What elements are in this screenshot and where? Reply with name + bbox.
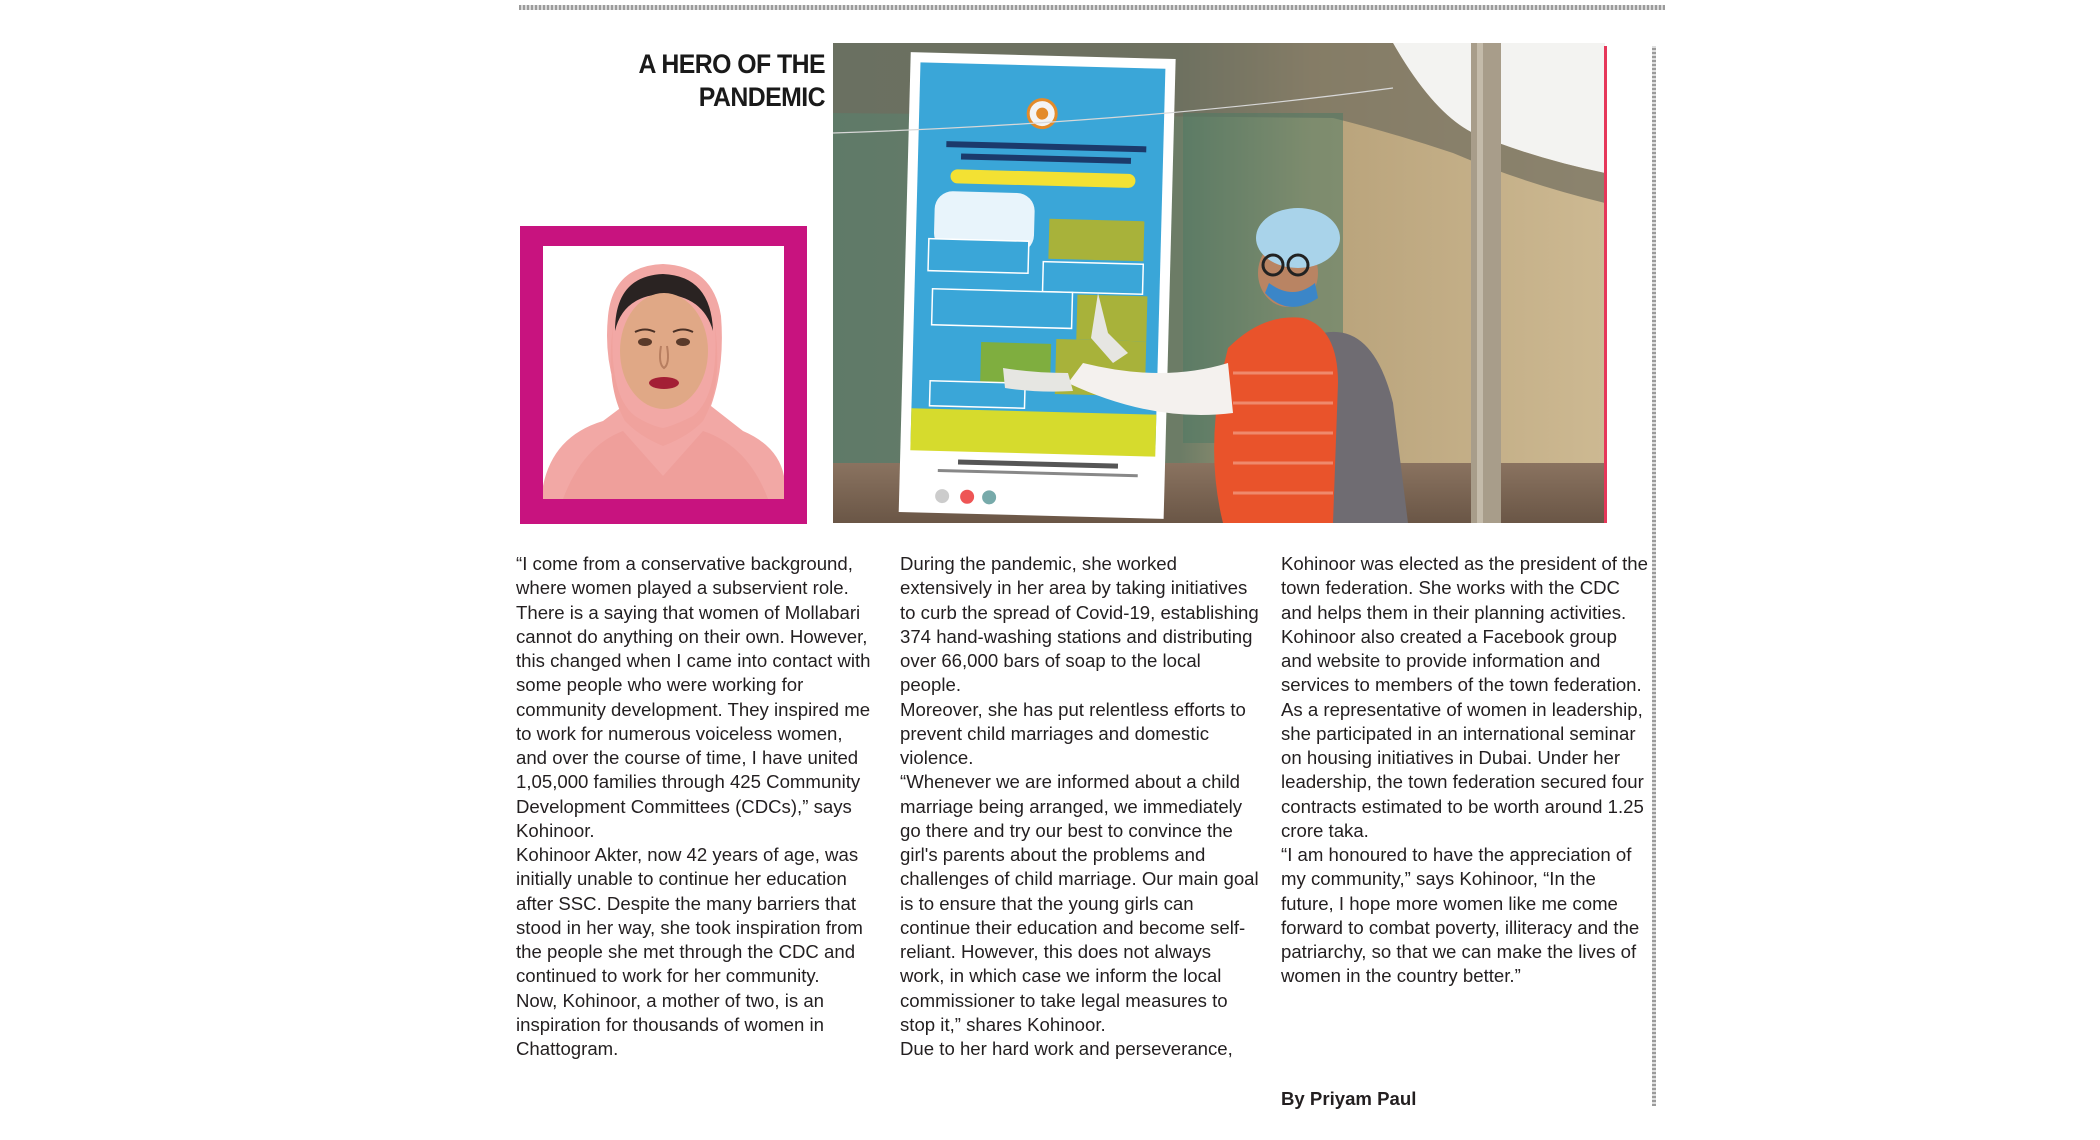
paragraph: “Whenever we are informed about a child marriage being arranged, we immediately go there and try our best to convince the girl's parents about the problems and challenges of child marriage. Our main goal is to ensure that the young girls can continue their education and become self-reliant. However, this does not always work, in which case we inform the local commissioner to take legal measures to stop it,” shares Kohinoor.	[900, 771, 1259, 1035]
paragraph: “I am honoured to have the appreciation of my community,” says Kohinoor, “In the future, I hope more women like me come forward to combat poverty, illiteracy and the patriarchy, so that we can make the lives of women in the country better.”	[1281, 844, 1640, 987]
article-column-2	[900, 552, 1260, 1061]
paragraph: Kohinoor Akter, now 42 years of age, was initially unable to continue her education after SSC. Despite the many barriers that stood in her way, she took inspiration from the people she met through the CDC and continued to work for her community.	[516, 844, 863, 987]
author-byline: By Priyam Paul	[1281, 1088, 1417, 1109]
paragraph: “I come from a conservative background, where women played a subservient role. There is a saying that women of Mollabari cannot do anything on their own. However, this changed when I came into contact with some people who were working for community development. They inspired me to work for numerous voiceless women, and over the course of time, I have united 1,05,000 families through 425 Community Development Committees (CDCs),” says Kohinoor.	[516, 553, 871, 841]
headline-line-2: PANDEMIC	[698, 82, 825, 112]
main-photo	[833, 43, 1605, 523]
paragraph: Moreover, she has put relentless efforts to prevent child marriages and domestic violence.	[900, 698, 1246, 768]
column-divider-rule	[1652, 46, 1656, 1106]
article-headline	[581, 48, 825, 114]
portrait-photo	[543, 246, 784, 499]
portrait-image-icon	[543, 246, 784, 499]
top-divider-rule	[519, 5, 1665, 10]
main-photo-image-icon	[833, 43, 1605, 523]
paragraph: Now, Kohinoor, a mother of two, is an inspiration for thousands of women in Chattogram.	[516, 989, 825, 1059]
article-column-1	[516, 552, 876, 1061]
paragraph: Kohinoor was elected as the president of the town federation. She works with the CDC and helps them in their planning activities. Kohinoor also created a Facebook group and website to provide information and services to members of the town federation.	[1281, 553, 1648, 696]
paragraph: During the pandemic, she worked extensively in her area by taking initiatives to curb the spread of Covid-19, establishing 374 hand-washing stations and distributing over 66,000 bars of soap to the local people.	[900, 553, 1259, 696]
headline-line-1: A HERO OF THE	[638, 49, 825, 79]
article-column-3	[1281, 552, 1651, 989]
photo-accent-rule	[1604, 46, 1607, 523]
paragraph: As a representative of women in leadership, she participated in an international seminar on housing initiatives in Dubai. Under her leadership, the town federation secured four contracts estimated to be worth around 1.25 crore taka.	[1281, 698, 1644, 841]
portrait-frame	[520, 226, 807, 524]
paragraph: Due to her hard work and perseverance,	[900, 1038, 1233, 1059]
